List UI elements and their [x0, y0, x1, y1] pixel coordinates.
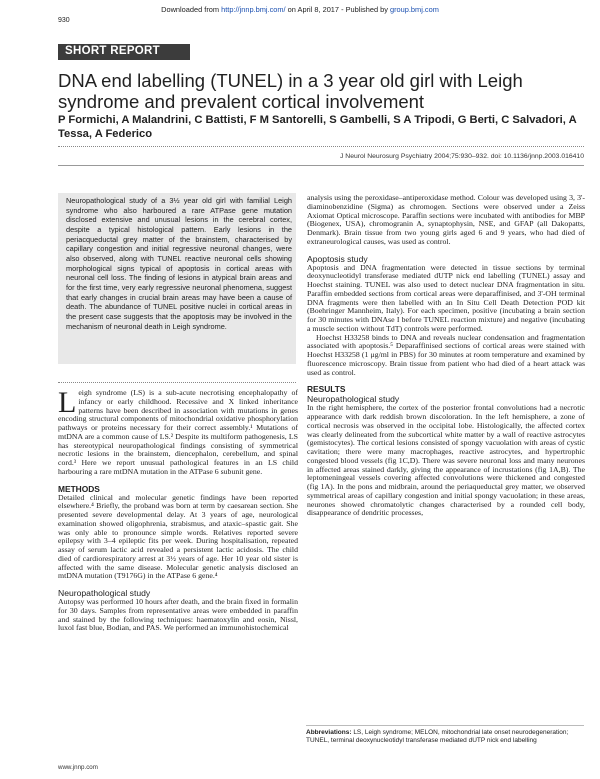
results-subheading: Neuropathological study [307, 394, 400, 405]
abbreviations-note [306, 729, 584, 746]
abbreviations-divider [306, 725, 584, 726]
journal-link[interactable]: http://jnnp.bmj.com/ [221, 5, 286, 14]
header-divider [58, 165, 584, 166]
section-label: SHORT REPORT [65, 45, 160, 57]
methods-heading: METHODS [58, 483, 100, 494]
results-heading: RESULTS [307, 384, 346, 395]
author-list: P Formichi, A Malandrini, C Battisti, F M Santorelli, S Gambelli, S A Tripodi, G Berti, C Salvadori, A Tessa, A Federico [58, 114, 577, 140]
banner-prefix: Downloaded from [161, 5, 222, 14]
drop-cap: L [58, 386, 77, 419]
neuropath-study-continued: analysis using the peroxidase–antiperoxidase method. Colour was developed using 3, 3'-diaminobenzidine (Sigma) as chromogen. Sections were observed under a Zeiss Axiomat Optical microscope. Paraffin sections were incubated with antibodies for MBP (Biogenex, USA), chromogranin A, synaptophysin, NSE, and GFAP (all Dakopatts, Denmark). Brain tissue from two young girls aged 6 and 9 years, who had died of extraneurological causes, was used as control. [307, 193, 585, 246]
abstract-text: Neuropathological study of a 3½ year old girl with familial Leigh syndrome who also harboured a rare ATPase gene mutation disclosed extensive and unusual lesions in the cerebral cortex, despite a typical histological pattern. Early lesions in the periacqueductal grey matter of the brainstem, characterised by capillary congestion and initial regressive neuronal changes, were also observed, along with TUNEL reactive neuronal cells showing morphological signs typical of apoptosis in cortical areas with neuronal cell loss. The finding of lesions in atypical brain areas and for the first time, very early regressive neuronal phenomena, suggest that early changes in crucial brain areas may have been a cause of death. The abundance of TUNEL positive nuclei in cortical areas in the present case suggests that the apoptosis may be involved in the mechanism of neuronal death in Leigh syndrome. [66, 196, 292, 331]
apoptosis-paragraph-2: Hoechst H33258 binds to DNA and reveals nuclear condensation and fragmentation associated with apoptosis.⁵ Deparaffinised sections of cortical areas were stained with Hoechst H33258 (1 μg/ml in PBS) for 30 minutes at room temperature and examined by fluorescence microscopy. Brain tissue from patient who had died of a heart attack was used as control. [307, 332, 585, 377]
footer-url[interactable]: www.jnnp.com [58, 764, 98, 771]
neuropath-study-heading: Neuropathological study [58, 588, 151, 598]
apoptosis-heading: Apoptosis study [307, 253, 368, 264]
abbreviations-label: Abbreviations: [306, 729, 352, 736]
intro-text: eigh syndrome (LS) is a sub-acute necrotising encephalopathy of infancy or early childhood. Recessive and X linked inheritance patterns have been described in association with mutations in genes encoding structural components of mitochondrial oxidative phosphorylation pathways or proteins necessary for their correct assembly.¹ Mutations of mtDNA are a common cause of LS.² Despite its multiform pathogenesis, LS has stereotypical neuropathological findings consisting of symmetrical necrotic lesions in the brainstem, diencephalon, cerebellum, and spinal cord.³ Here we report unusual pathological features in an LS child harbouring a rare mtDNA mutation in the ATPase 6 subunit gene. [58, 388, 298, 476]
page-number: 930 [58, 17, 70, 24]
results-paragraph: In the right hemisphere, the cortex of the posterior frontal convolutions had a necrotic appearance with dark reddish brown discoloration. In the left hemisphere, a zone of cortical necrosis was observed in the occipital lobe. Histologically, the affected cortex was clearly delineated from the subcortical white matter by a wall of reactive astrocytes (gemistocytes). The cortical lesions consisted of spongy vacuolation with areas of cystic cavitation; there were many macrophages, reactive astrocytes, and hypertrophic congested blood vessels (fig 1C,D). There was severe neuronal loss and many neurones in affected areas stained darkly, giving the appearance of incrustations (fig 1A,B). The leptomeningeal vessels covering affected convolutions were thickened and congested (fig 1A). In the pons and midbrain, around the periaqueductal grey matter, we observed symmetrical areas of capillary congestion and initial spongy vacuolation; in these areas, neurones showed chromatolytic changes characterised by a rounded cell body, disappearance of dendritic processes, [307, 403, 585, 518]
apoptosis-paragraph-1: Apoptosis and DNA fragmentation were detected in tissue sections by terminal deoxynucleotidyl transferase mediated dUTP nick end labelling (TUNEL) assay and Hoechst staining. TUNEL was also used to detect nuclear DNA fragmentation in situ. Paraffin embedded sections from cortical areas were deparaffinised, and 3'-OH terminal DNA fragments were then labelled with an In Situ Cell Death Detection POD kit (Boehringer Mannheim, Italy). For each specimen, positive (incubating a brain section for 30 minutes with DNAse I before TUNEL reaction mixture) and negative (incubating a muscle section without TdT) controls were performed. [307, 262, 585, 333]
article-title: DNA end labelling (TUNEL) in a 3 year old girl with Leigh syndrome and prevalent cortical involvement [58, 70, 523, 112]
abstract-divider [58, 382, 296, 383]
right-body-column [307, 194, 585, 518]
author-divider [58, 146, 584, 147]
publisher-link[interactable]: group.bmj.com [389, 5, 439, 14]
banner-middle: on April 8, 2017 - Published by [285, 5, 390, 14]
neuropath-study-paragraph: Autopsy was performed 10 hours after death, and the brain fixed in formalin for 30 days. Samples from representative areas were embedded in paraffin and stained by the following techniques: haematoxylin and eosin, Nissl, luxol fast blue, Bodian, and PAS. We performed an immunohistochemical [58, 597, 298, 633]
abbreviations-text: LS, Leigh syndrome; MELON, mitochondrial late onset neurodegeneration; TUNEL, terminal deoxynucleotidyl transferase mediated dUTP nick end labelling [306, 729, 569, 745]
download-banner [0, 5, 600, 14]
methods-paragraph: Detailed clinical and molecular genetic findings have been reported elsewhere.⁴ Briefly, the proband was born at term by caesarean section. She presented severe developmental delay. At 3 years of age, neurological examination showed oligophrenia, strabismus, and ataxic–spastic gait. She was only able to pronounce simple words. Relatives reported severe epilepsy with 3–4 epileptic fits per week. During hospitalisation, repeated assay of serum lactic acid revealed a persistent lactic acidosis. The child died of cardiorespiratory arrest at 3½ years of age. Her 10 year old sister is affected with the same disease. Molecular genetic analysis disclosed an mtDNA mutation (T9176G) in the ATPase 6 gene.⁴ [58, 492, 298, 581]
citation-line: J Neurol Neurosurg Psychiatry 2004;75:930–932. doi: 10.1136/jnnp.2003.016410 [340, 153, 584, 160]
left-body-column [58, 386, 298, 633]
section-bar [58, 44, 190, 60]
intro-paragraph [58, 386, 298, 477]
